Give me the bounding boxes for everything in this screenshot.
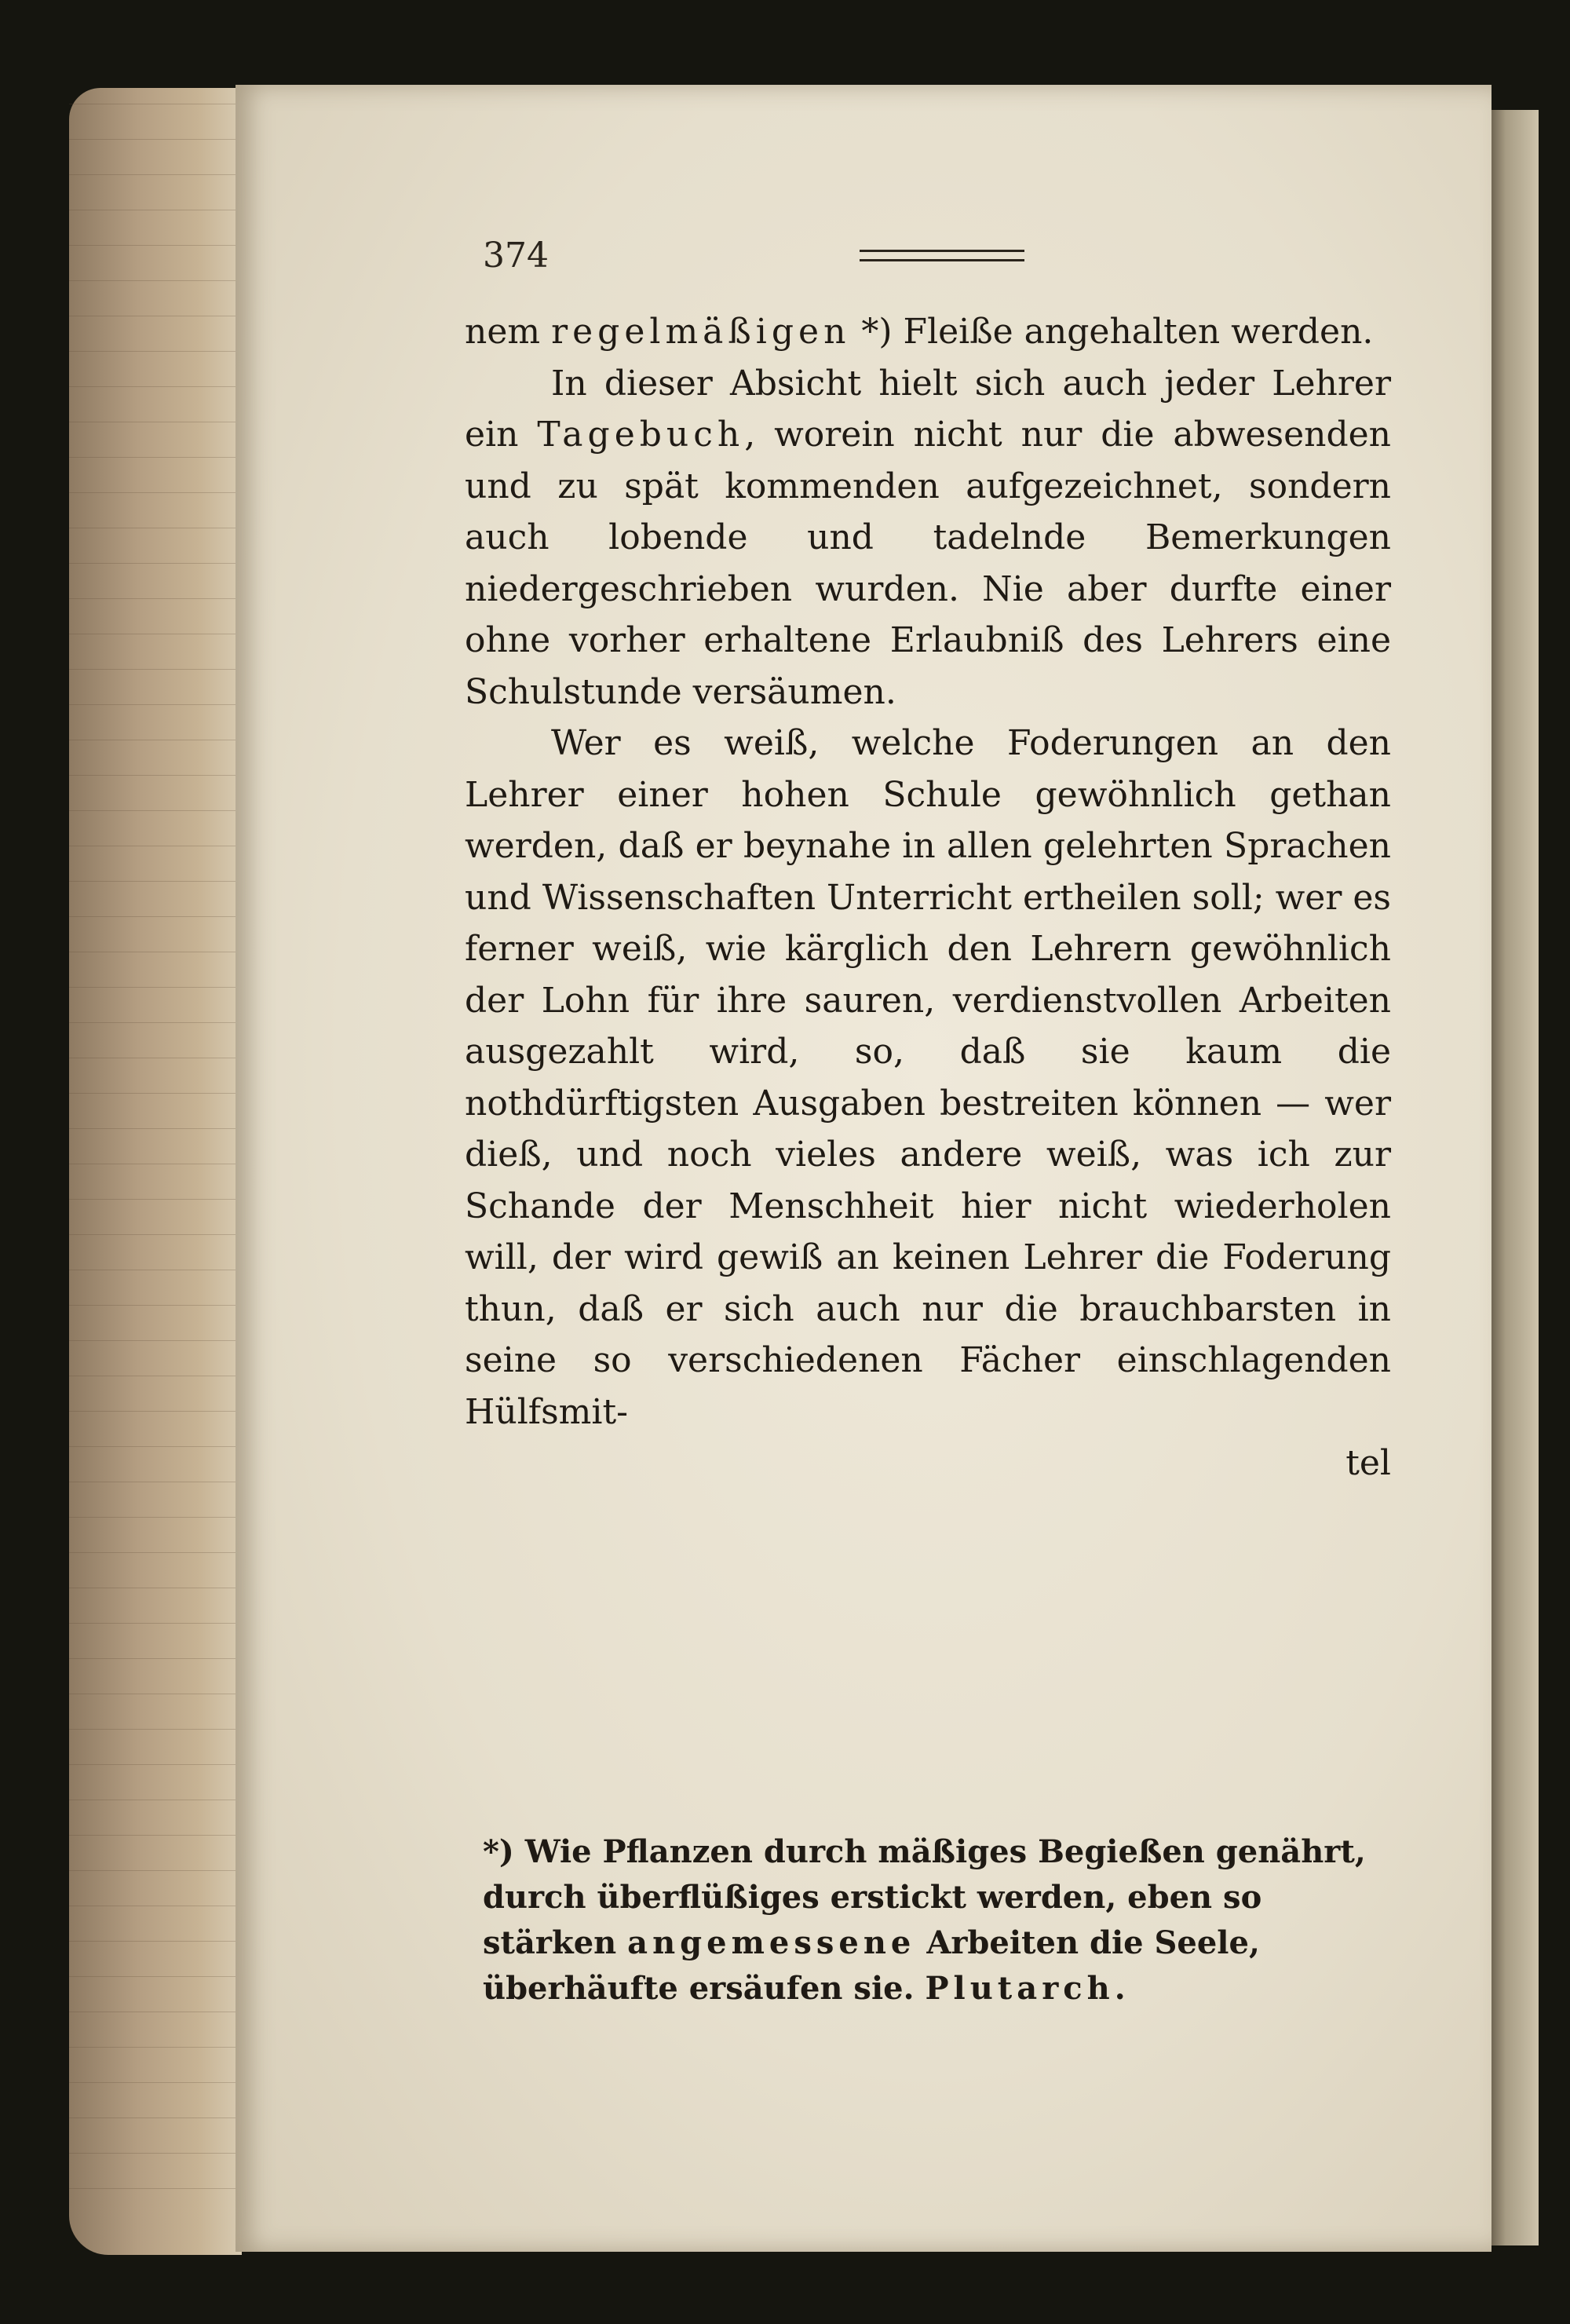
page-edge-line [69, 916, 242, 917]
catchword: tel [1345, 1443, 1391, 1483]
page-edge-line [69, 1128, 242, 1129]
page-edge-line [69, 174, 242, 175]
page-edge-line [69, 139, 242, 140]
page-edge-line [69, 386, 242, 387]
paragraph-tagebuch: In dieser Absicht hielt sich auch jeder Lehrer ein Tagebuch, worein nicht nur die abwesenden und zu spät kommenden aufgezeichnet, sondern auch lobende und tadelnde Bemerkungen niedergeschrieben wurden. Nie aber durfte einer ohne vorher erhaltene Erlaubniß des Lehrers eine Schulstunde versäumen. [465, 363, 1391, 712]
page-edge-line [69, 563, 242, 564]
page-edge-line [69, 351, 242, 352]
page-edge-line [69, 1517, 242, 1518]
page-edge-line [69, 280, 242, 281]
page-edge-line [69, 1446, 242, 1447]
page-header [483, 236, 1425, 283]
page-edge-line [69, 1835, 242, 1836]
page-edge-line [69, 2153, 242, 2154]
page-edge-line [69, 1658, 242, 1659]
page-edge-line [69, 1234, 242, 1235]
footnote [483, 1829, 1386, 2012]
header-rule [860, 250, 1024, 252]
page-edge-line [69, 1870, 242, 1871]
page-edge-line [69, 1729, 242, 1730]
page-edge-line [69, 1976, 242, 1977]
header-rule-lower [860, 259, 1024, 261]
page-edge-line [69, 1764, 242, 1765]
page-edge-line [69, 2047, 242, 2048]
page-edge-line [69, 492, 242, 493]
page-number: 374 [483, 236, 549, 276]
paragraph-continuation: nem regelmäßigen *) Fleiße angehalten werden. [465, 312, 1374, 352]
page-edge-line [69, 2188, 242, 2189]
page-edge-line [69, 1552, 242, 1553]
page-edge-line [69, 775, 242, 776]
page-edge-line [69, 1623, 242, 1624]
page-edge-line [69, 2082, 242, 2083]
page-edge-line [69, 810, 242, 811]
page-edge-line [69, 1411, 242, 1412]
page-edge-line [69, 704, 242, 705]
page-edge [69, 88, 242, 2255]
page-edge-line [69, 987, 242, 988]
paragraph-teachers: Wer es weiß, welche Foderungen an den Lehrer einer hohen Schule gewöhnlich gethan werden, daß er beynahe in allen gelehrten Sprachen und Wissenschaften Unterricht ertheilen soll; wer es ferner weiß, wie kärglich den Lehrern gewöhnlich der Lohn für ihre sauren, verdienstvollen Arbeiten ausgezahlt wird, so, daß sie kaum die nothdürftigsten Ausgaben bestreiten können — wer dieß, und noch vieles andere weiß, was ich zur Schande der Menschheit hier nicht wiederholen will, der wird gewiß an keinen Lehrer die Foderung thun, daß er sich auch nur die brauchbarsten in seine so verschiedenen Fächer einschlagenden Hülfsmit- [465, 723, 1391, 1432]
page-edge-line [69, 881, 242, 882]
page-edge-line [69, 1340, 242, 1341]
facing-page-edge [1492, 110, 1539, 2245]
page-edge-line [69, 457, 242, 458]
page-edge-line [69, 669, 242, 670]
page-edge-line [69, 598, 242, 599]
body-text [465, 306, 1391, 1489]
page-edge-line [69, 1093, 242, 1094]
footnote-text: *) Wie Pflanzen durch mäßiges Begießen genährt, durch überflüßiges erstickt werden, eben so stärken angemessene Arbeiten die Seele, überhäufte ersäufen sie. Plutarch. [483, 1833, 1366, 2007]
page-edge-line [69, 1941, 242, 1942]
page-edge-line [69, 245, 242, 246]
page-edge-line [69, 1305, 242, 1306]
page-edge-line [69, 1022, 242, 1023]
page-edge-line [69, 1199, 242, 1200]
